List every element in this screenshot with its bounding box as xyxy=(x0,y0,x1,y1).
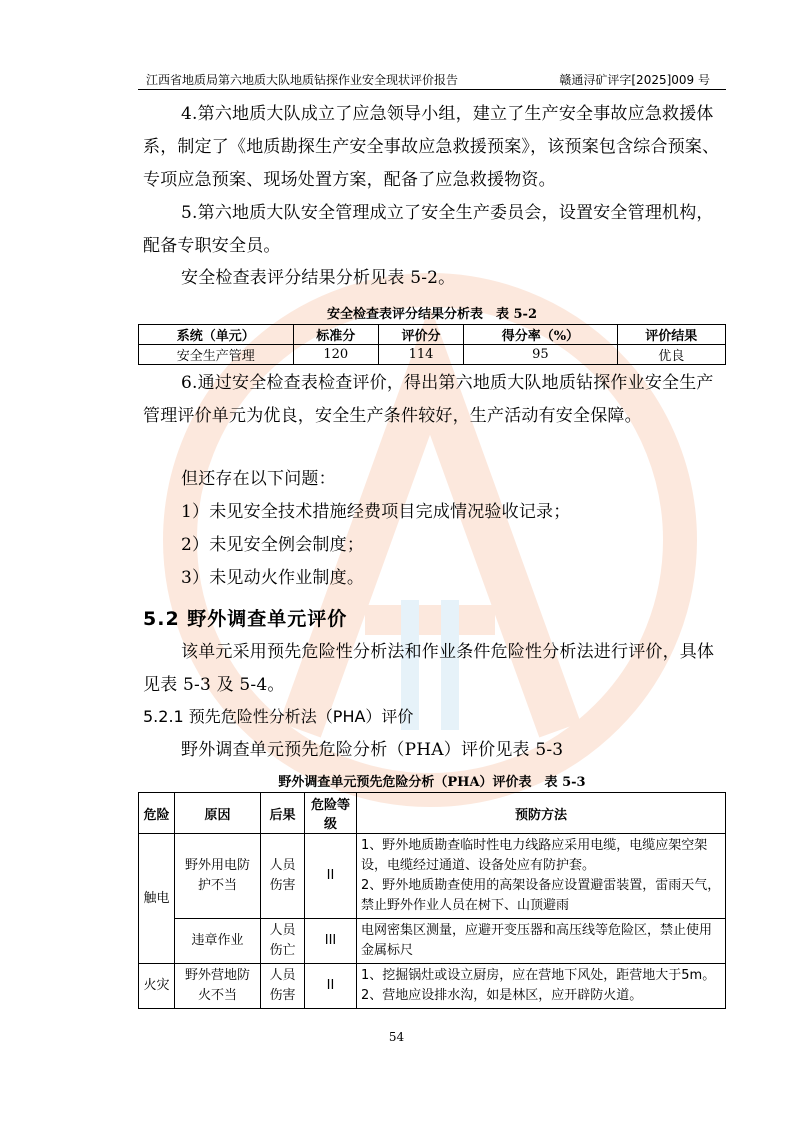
header-title: 江西省地质局第六地质大队地质钻探作业安全现状评价报告 xyxy=(146,73,459,87)
issue-item: 2）未见安全例会制度； xyxy=(181,535,365,555)
section-heading-5-2-1: 5.2.1 预先危险性分析法（PHA）评价 xyxy=(143,707,414,726)
table-cell-prevention: 1、挖掘锅灶或设立厨房，应在营地下风处，距营地大于5m。 2、营地应设排水沟，如是林区，应开辟防火道。 xyxy=(357,964,726,1009)
table-header-cell: 后果 xyxy=(261,793,305,834)
pha-table xyxy=(138,792,726,1009)
section-heading-5-2: 5.2 野外调查单元评价 xyxy=(143,608,348,630)
table-cell-cause: 野外用电防护不当 xyxy=(175,834,261,919)
table-cell-cause: 违章作业 xyxy=(175,919,261,964)
table52-caption: 安全检查表评分结果分析表 表 5-2 xyxy=(326,307,537,322)
issue-item: 1）未见安全技术措施经费项目完成情况验收记录； xyxy=(181,502,571,522)
table-row xyxy=(139,919,726,964)
table-row xyxy=(139,834,726,919)
table-header-cell: 危险等级 xyxy=(305,793,357,834)
table-header-cell: 原因 xyxy=(175,793,261,834)
table-row xyxy=(139,345,726,365)
table-cell-hazard: 火灾 xyxy=(139,964,175,1009)
table-header-cell: 预防方法 xyxy=(357,793,726,834)
table-cell-prevention: 1、野外地质勘查临时性电力线路应采用电缆，电缆应架空架设，电缆经过通道、设备处应有防护套。 2、野外地质勘查使用的高架设备应设置避雷装置，雷雨天气，禁止野外作业人员在树下、山顶避雨 xyxy=(357,834,726,919)
table-cell-cause: 野外营地防火不当 xyxy=(175,964,261,1009)
table-cell: 安全生产管理 xyxy=(139,345,294,365)
table-cell-result: 人员伤害 xyxy=(261,964,305,1009)
table-cell: 95 xyxy=(464,345,617,365)
table-cell: 优良 xyxy=(617,345,725,365)
table-header-row xyxy=(139,325,726,345)
table-cell: 120 xyxy=(293,345,378,365)
issue-item: 3）未见动火作业制度。 xyxy=(181,568,365,588)
table-header-cell: 评价分 xyxy=(378,325,463,345)
paragraph-emergency: 4.第六地质大队成立了应急领导小组，建立了生产安全事故应急救援体系，制定了《地质勘探生产安全事故应急救援预案》，该预案包含综合预案、专项应急预案、现场处置方案，配备了应急救援物资。 xyxy=(143,104,720,190)
table-header-cell: 评价结果 xyxy=(617,325,725,345)
paragraph-conclusion: 6.通过安全检查表检查评价，得出第六地质大队地质钻探作业安全生产管理评价单元为优良，安全生产条件较好，生产活动有安全保障。 xyxy=(143,373,714,426)
table-cell-level: II xyxy=(305,964,357,1009)
paragraph-issues-intro: 但还存在以下问题： xyxy=(181,469,336,489)
table-cell-prevention: 电网密集区测量，应避开变压器和高压线等危险区，禁止使用金属标尺 xyxy=(357,919,726,964)
table-cell-level: II xyxy=(305,834,357,919)
table-cell-hazard: 触电 xyxy=(139,834,175,964)
table-cell-result: 人员伤亡 xyxy=(261,919,305,964)
paragraph-table-ref: 安全检查表评分结果分析见表 5-2。 xyxy=(181,268,456,288)
table-cell-level: III xyxy=(305,919,357,964)
header-doc-number: 赣通浔矿评字[2025]009 号 xyxy=(559,73,710,87)
paragraph-safety-committee: 5.第六地质大队安全管理成立了安全生产委员会，设置安全管理机构，配备专职安全员。 xyxy=(143,203,714,256)
paragraph-pha-ref: 野外调查单元预先危险分析（PHA）评价见表 5-3 xyxy=(181,740,564,760)
paragraph-method: 该单元采用预先危险性分析法和作业条件危险性分析法进行评价，具体见表 5-3 及 5-4。 xyxy=(143,642,715,695)
table-header-row xyxy=(139,793,726,834)
table-header-cell: 标准分 xyxy=(293,325,378,345)
table53-caption: 野外调查单元预先危险分析（PHA）评价表 表 5-3 xyxy=(278,775,586,790)
table-header-cell: 危险 xyxy=(139,793,175,834)
table-row xyxy=(139,964,726,1009)
table-cell-result: 人员伤害 xyxy=(261,834,305,919)
page-number: 54 xyxy=(388,1030,405,1044)
table-header-cell: 得分率（%） xyxy=(464,325,617,345)
table-header-cell: 系统（单元） xyxy=(139,325,294,345)
score-table xyxy=(138,324,726,365)
page-header xyxy=(138,67,726,90)
table-cell: 114 xyxy=(378,345,463,365)
